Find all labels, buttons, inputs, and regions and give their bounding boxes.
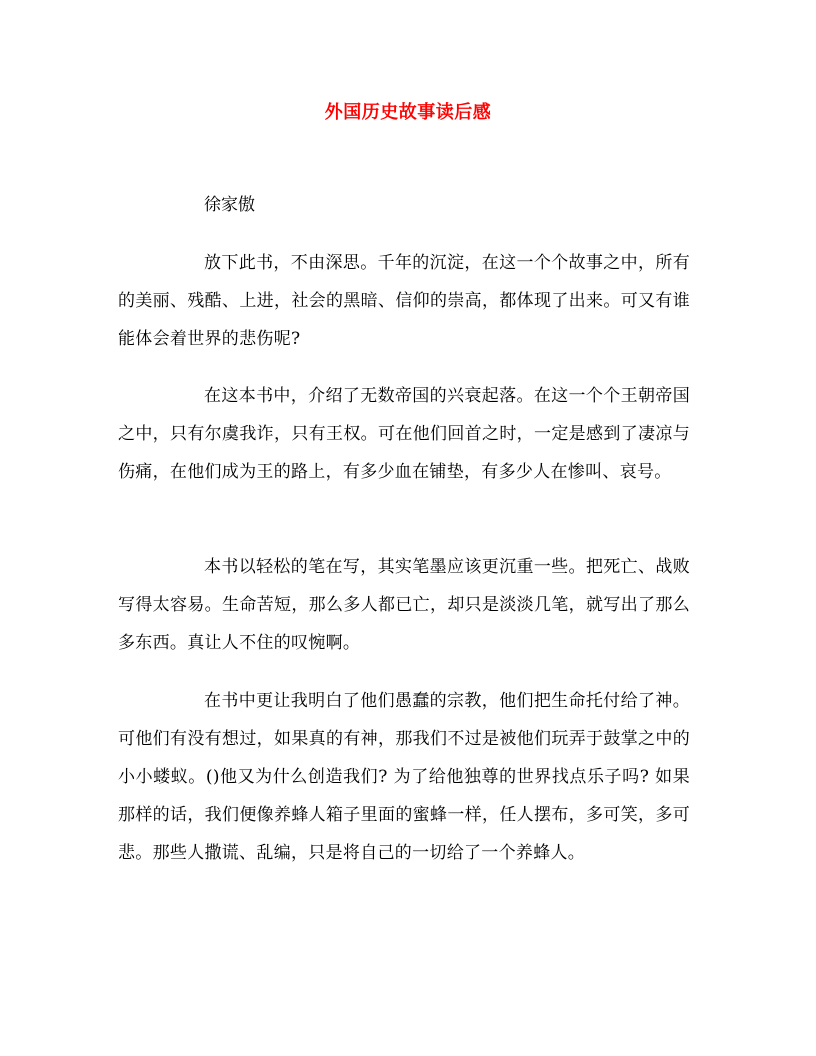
body-paragraph: 在这本书中，介绍了无数帝国的兴衰起落。在这一个个王朝帝国之中，只有尔虞我诈，只有王权。可在他们回首之时，一定是感到了凄凉与伤痛，在他们成为王的路上，有多少血在铺垫，有多少人在惨叫、哀号。 bbox=[118, 386, 690, 482]
body-paragraph: 放下此书，不由深思。千年的沉淀，在这一个个故事之中，所有的美丽、残酷、上进，社会的黑暗、信仰的崇高，都体现了出来。可又有谁能体会着世界的悲伤呢? bbox=[118, 253, 690, 349]
body-paragraph: 在书中更让我明白了他们愚蠢的宗教，他们把生命托付给了神。可他们有没有想过，如果真的有神，那我们不过是被他们玩弄于鼓掌之中的小小蝼蚁。()他又为什么创造我们? 为了给他独尊的世界找点乐子吗? 如果那样的话，我们便像养蜂人箱子里面的蜜蜂一样，任人摆布，多可笑，多可悲。那些人撒谎、乱编，只是将自己的一切给了一个养蜂人。 bbox=[118, 691, 690, 863]
document-title: 外国历史故事读后感 bbox=[324, 102, 492, 123]
author-name: 徐家傲 bbox=[204, 195, 255, 215]
body-paragraph: 本书以轻松的笔在写，其实笔墨应该更沉重一些。把死亡、战败写得太容易。生命苦短，那么多人都已亡，却只是淡淡几笔，就写出了那么多东西。真让人不住的叹惋啊。 bbox=[118, 557, 690, 653]
